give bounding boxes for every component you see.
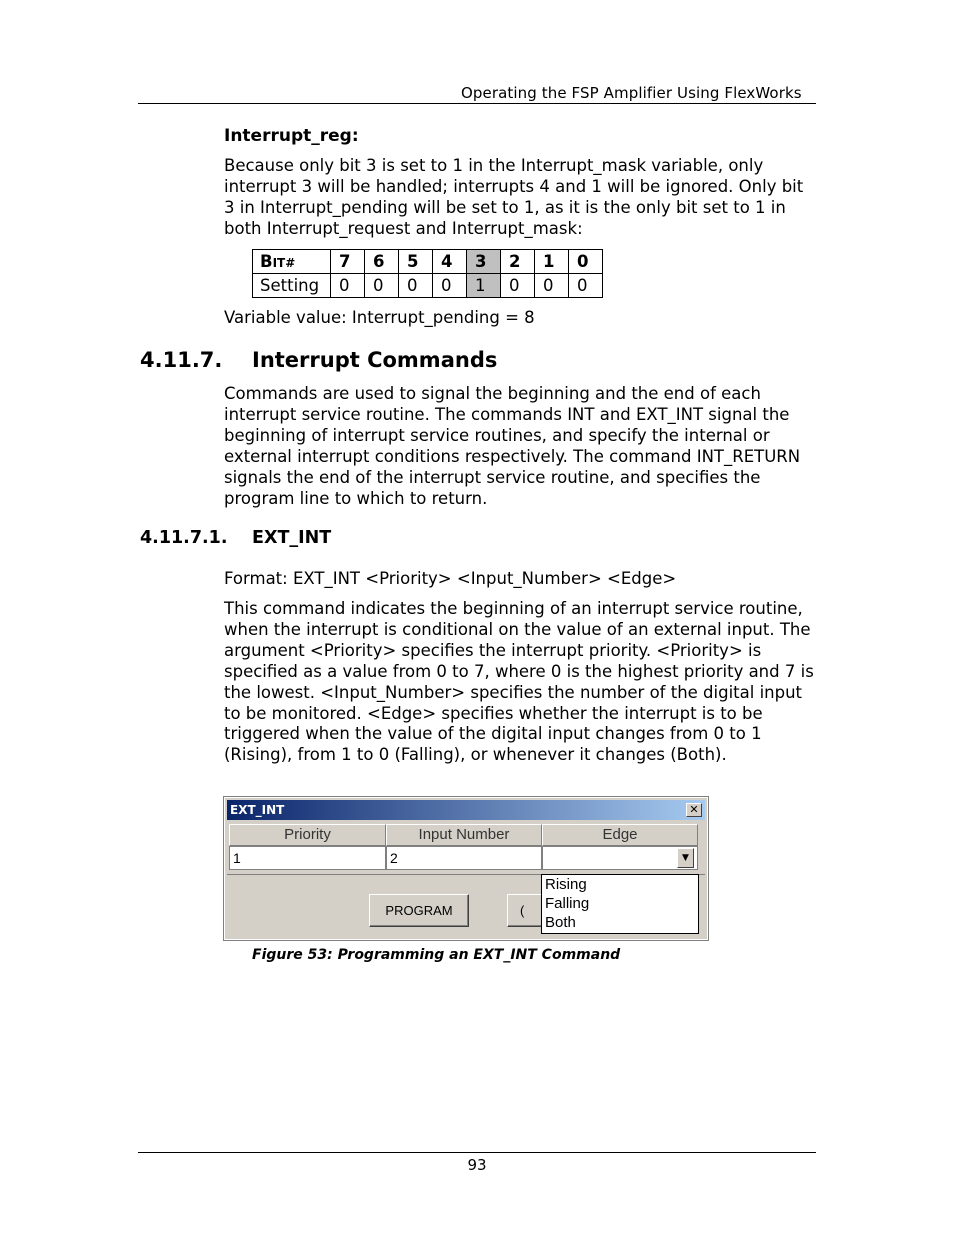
variable-value: Variable value: Interrupt_pending = 8: [224, 308, 535, 327]
column-header-priority[interactable]: Priority: [229, 824, 386, 846]
bit-cell: 2: [501, 250, 535, 274]
setting-cell: 0: [535, 274, 569, 298]
bit-cell: 1: [535, 250, 569, 274]
bit-header-label: [253, 250, 331, 274]
program-button[interactable]: PROGRAM: [369, 894, 469, 927]
subsection-title: EXT_INT: [252, 528, 332, 548]
bit-cell: 7: [331, 250, 365, 274]
bit-label-initial: B: [260, 252, 273, 271]
subsection-paragraph: [224, 599, 814, 766]
dialog-titlebar: [227, 800, 705, 820]
column-header-edge[interactable]: Edge: [542, 824, 698, 846]
footer-rule: [138, 1152, 816, 1153]
bit-table: [252, 249, 603, 298]
section-heading: [140, 348, 497, 372]
setting-row: [253, 274, 603, 298]
edge-select[interactable]: [542, 846, 698, 870]
setting-cell: 0: [365, 274, 399, 298]
header-rule: [138, 103, 816, 104]
priority-field[interactable]: 1: [229, 846, 386, 870]
bit-cell-highlighted: 3: [467, 250, 501, 274]
running-header: Operating the FSP Amplifier Using FlexWorks: [461, 84, 802, 102]
bit-label-rest: IT#: [272, 256, 296, 270]
edge-option-falling[interactable]: Falling: [545, 895, 590, 912]
dialog-title: EXT_INT: [230, 803, 285, 817]
input-number-field[interactable]: 2: [386, 846, 542, 870]
setting-label: Setting: [253, 274, 331, 298]
edge-dropdown-list: [541, 874, 699, 934]
edge-option-both[interactable]: Both: [545, 914, 576, 931]
bit-cell: 5: [399, 250, 433, 274]
setting-cell: 0: [433, 274, 467, 298]
section-title: Interrupt Commands: [252, 348, 498, 372]
section-number: 4.11.7.: [140, 348, 223, 372]
bit-cell: 0: [569, 250, 603, 274]
second-button[interactable]: (: [507, 894, 567, 927]
interrupt-reg-text: Because only bit 3 is set to 1 in the Interrupt_mask variable, only interrupt 3 will be handled; interrupts 4 and 1 will be ignored. Only bit 3 in Interrupt_pending will be set to 1, as it is the only bit set to 1 in both Interrupt_request and Interrupt_mask:: [224, 156, 804, 238]
setting-cell: 0: [569, 274, 603, 298]
chevron-down-icon[interactable]: ▼: [677, 848, 694, 868]
section-paragraph: [224, 384, 814, 509]
edge-option-rising[interactable]: Rising: [545, 876, 587, 893]
interrupt-reg-heading: Interrupt_reg:: [224, 126, 359, 146]
bit-cell: 6: [365, 250, 399, 274]
column-header-input-number[interactable]: Input Number: [386, 824, 542, 846]
subsection-text: This command indicates the beginning of an interrupt service routine, when the interrupt is conditional on the value of an external input. The argument <Priority> specifies the interrupt priority. <Priority> is specified as a value from 0 to 7, where 0 is the highest priority and 7 is the lowest. <Input_Number> specifies the number of the digital input to be monitored. <Edge> specifies whether the interrupt is to be triggered when the value of the digital input changes from 0 to 1 (Rising), from 1 to 0 (Falling), or whenever it changes (Both).: [224, 599, 814, 765]
bit-cell: 4: [433, 250, 467, 274]
subsection-heading: [140, 528, 331, 548]
setting-cell: 0: [331, 274, 365, 298]
page-number: 93: [467, 1156, 487, 1174]
format-line: Format: EXT_INT <Priority> <Input_Number> <Edge>: [224, 569, 677, 588]
interrupt-reg-paragraph: [224, 156, 814, 240]
figure-caption: Figure 53: Programming an EXT_INT Command: [252, 947, 621, 963]
section-text: Commands are used to signal the beginning and the end of each interrupt service routine. The commands INT and EXT_INT signal the beginning of interrupt service routines, and specify the internal or external interrupt conditions respectively. The command INT_RETURN signals the end of the interrupt service routine, and specifies the program line to which to return.: [224, 384, 801, 508]
setting-cell: 0: [399, 274, 433, 298]
setting-cell-highlighted: 1: [467, 274, 501, 298]
setting-cell: 0: [501, 274, 535, 298]
subsection-number: 4.11.7.1.: [140, 528, 228, 548]
bit-header-row: [253, 250, 603, 274]
close-icon[interactable]: ✕: [686, 803, 702, 817]
ext-int-dialog: [224, 797, 708, 940]
